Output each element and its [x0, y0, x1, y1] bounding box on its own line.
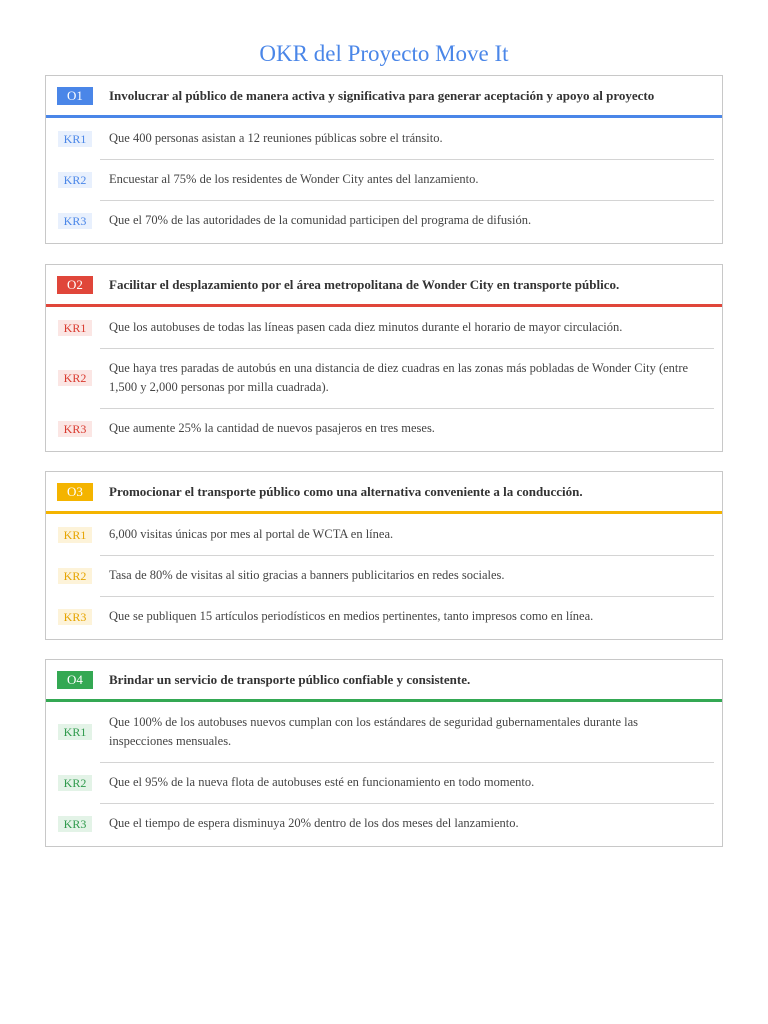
- objective-text: Promocionar el transporte público como una alternativa conveniente a la conducción.: [109, 484, 583, 499]
- objective-badge: O2: [57, 276, 93, 294]
- kr-badge: KR2: [58, 370, 92, 386]
- objective-card-o4: [45, 659, 723, 847]
- kr-badge: KR3: [58, 609, 92, 625]
- objective-header: [46, 265, 722, 307]
- kr-badge: KR2: [58, 775, 92, 791]
- kr-badge: KR1: [58, 724, 92, 740]
- key-result-row: [46, 408, 722, 449]
- key-results-list: [46, 514, 722, 637]
- objective-text: Facilitar el desplazamiento por el área metropolitana de Wonder City en transporte público.: [109, 277, 620, 292]
- key-results-list: [46, 118, 722, 241]
- kr-text: Que 100% de los autobuses nuevos cumplan con los estándares de seguridad gubernamentales durante las inspecciones mensuales.: [109, 715, 639, 748]
- key-result-row: [46, 596, 722, 637]
- key-result-row: [46, 514, 722, 555]
- kr-badge: KR3: [58, 213, 92, 229]
- kr-badge: KR3: [58, 421, 92, 437]
- key-results-list: [46, 702, 722, 844]
- key-result-row: [46, 762, 722, 803]
- kr-text: Que se publiquen 15 artículos periodísticos en medios pertinentes, tanto impresos como en línea.: [109, 609, 594, 623]
- objective-text: Brindar un servicio de transporte público confiable y consistente.: [109, 672, 471, 687]
- kr-text: Encuestar al 75% de los residentes de Wonder City antes del lanzamiento.: [109, 172, 479, 186]
- objective-badge: O4: [57, 671, 93, 689]
- key-result-row: [46, 702, 722, 762]
- kr-badge: KR1: [58, 527, 92, 543]
- objective-badge: O3: [57, 483, 93, 501]
- kr-badge: KR2: [58, 172, 92, 188]
- kr-text: Que el 95% de la nueva flota de autobuses esté en funcionamiento en todo momento.: [109, 775, 535, 789]
- kr-text: Tasa de 80% de visitas al sitio gracias a banners publicitarios en redes sociales.: [109, 568, 505, 582]
- objective-header: [46, 660, 722, 702]
- kr-text: Que el 70% de las autoridades de la comunidad participen del programa de difusión.: [109, 213, 532, 227]
- objective-card-o2: [45, 264, 723, 452]
- kr-text: 6,000 visitas únicas por mes al portal de WCTA en línea.: [109, 527, 394, 541]
- kr-text: Que aumente 25% la cantidad de nuevos pasajeros en tres meses.: [109, 421, 435, 435]
- key-result-row: [46, 159, 722, 200]
- objective-card-o3: [45, 471, 723, 640]
- key-result-row: [46, 555, 722, 596]
- key-result-row: [46, 803, 722, 844]
- key-result-row: [46, 348, 722, 408]
- objective-badge: O1: [57, 87, 93, 105]
- page-title: OKR del Proyecto Move It: [259, 41, 509, 66]
- kr-text: Que el tiempo de espera disminuya 20% dentro de los dos meses del lanzamiento.: [109, 816, 519, 830]
- kr-text: Que 400 personas asistan a 12 reuniones públicas sobre el tránsito.: [109, 131, 443, 145]
- objective-header: [46, 472, 722, 514]
- kr-badge: KR1: [58, 131, 92, 147]
- kr-badge: KR2: [58, 568, 92, 584]
- key-result-row: [46, 307, 722, 348]
- kr-text: Que los autobuses de todas las líneas pasen cada diez minutos durante el horario de mayor circulación.: [109, 320, 623, 334]
- key-result-row: [46, 200, 722, 241]
- key-result-row: [46, 118, 722, 159]
- key-results-list: [46, 307, 722, 449]
- objective-card-o1: [45, 75, 723, 244]
- kr-badge: KR3: [58, 816, 92, 832]
- kr-badge: KR1: [58, 320, 92, 336]
- objective-text: Involucrar al público de manera activa y significativa para generar aceptación y apoyo al proyecto: [109, 88, 655, 103]
- kr-text: Que haya tres paradas de autobús en una distancia de diez cuadras en las zonas más pobladas de Wonder City (entre 1,500 y 2,000 personas por milla cuadrada).: [109, 361, 689, 394]
- objective-header: [46, 76, 722, 118]
